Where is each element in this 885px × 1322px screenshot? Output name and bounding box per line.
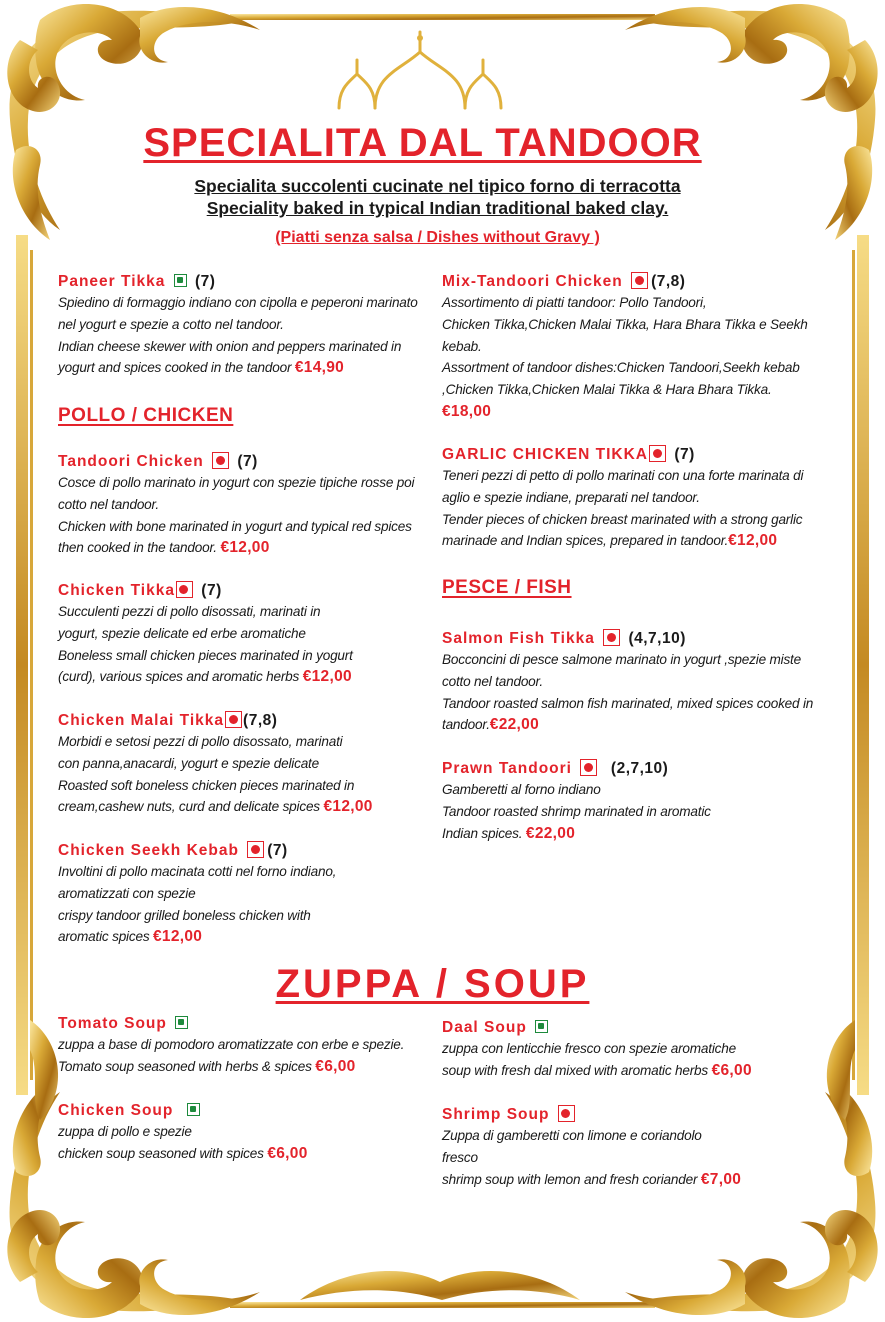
non-veg-icon (631, 272, 648, 289)
non-veg-icon (225, 711, 242, 728)
price: €6,00 (315, 1057, 356, 1075)
price: €7,00 (700, 1170, 742, 1188)
gravy-note: (Piatti senza salsa / Dishes without Gravy ) (275, 229, 600, 246)
description-line: fresco (442, 1149, 478, 1165)
description-line: Assortment of tandoor dishes:Chicken Tandoori,Seekh kebab (442, 360, 800, 376)
dish-name: Tomato Soup (58, 1015, 167, 1032)
price: €6,00 (711, 1061, 752, 1079)
dish-name: Shrimp Soup (442, 1106, 550, 1123)
menu-item-garlic-chicken-tikka (442, 444, 842, 552)
description-line: yogurt, spezie delicate ed erbe aromatiche (58, 625, 306, 641)
price: €12,00 (153, 928, 203, 946)
description-line: cream,cashew nuts, curd and delicate spices (58, 799, 320, 815)
subtitle-english: Speciality baked in typical Indian traditional baked clay. (206, 198, 669, 218)
description-line: Roasted soft boneless chicken pieces marinated in (58, 777, 355, 793)
price: €12,00 (220, 539, 270, 557)
menu-item-shrimp-soup (442, 1104, 842, 1190)
allergen-codes: (7) (674, 446, 695, 463)
description-line: Tandoor roasted shrimp marinated in aromatic (442, 803, 711, 819)
menu-item-tandoori-chicken (58, 451, 458, 559)
allergen-codes: (7) (237, 453, 258, 470)
dish-name: Prawn Tandoori (442, 760, 572, 777)
soup-title: ZUPPA / SOUP (275, 962, 590, 1006)
description-line: Gamberetti al forno indiano (442, 782, 601, 797)
description-line: Teneri pezzi di petto di pollo marinati con una forte marinata di (442, 468, 804, 483)
allergen-codes: (7) (201, 582, 222, 599)
non-veg-icon (580, 759, 597, 776)
dish-name: Tandoori Chicken (58, 453, 204, 470)
description-line: Succulenti pezzi di pollo disossati, marinati in (58, 604, 321, 619)
description-line: Tandoor roasted salmon fish marinated, mixed spices cooked in (442, 695, 814, 711)
description-line: soup with fresh dal mixed with aromatic herbs (442, 1062, 709, 1078)
non-veg-icon (649, 445, 666, 462)
dish-name: Paneer Tikka (58, 273, 166, 290)
menu-item-daal-soup (442, 1017, 842, 1082)
dish-name: Salmon Fish Tikka (442, 630, 595, 647)
price: €22,00 (489, 716, 539, 734)
menu-item-salmon-fish-tikka (442, 628, 842, 736)
menu-item-chicken-tikka (58, 580, 458, 688)
description-line: Chicken Tikka,Chicken Malai Tikka, Hara Bhara Tikka e Seekh (442, 316, 808, 332)
price: €6,00 (267, 1144, 308, 1162)
description-line: Tender pieces of chicken breast marinated with a strong garlic (442, 511, 803, 527)
allergen-codes: (4,7,10) (628, 630, 686, 647)
description-line: chicken soup seasoned with spices (58, 1145, 264, 1161)
description-line: cotto nel tandoor. (442, 673, 543, 689)
non-veg-icon (558, 1105, 575, 1122)
price: €18,00 (442, 402, 492, 420)
menu-item-chicken-soup (58, 1100, 458, 1165)
dish-name: Daal Soup (442, 1019, 527, 1036)
menu-item-paneer-tikka (58, 271, 458, 379)
description-line: yogurt and spices cooked in the tandoor (58, 360, 292, 376)
description-line: crispy tandoor grilled boneless chicken with (58, 907, 311, 923)
veg-icon (174, 274, 187, 287)
price: €14,90 (294, 359, 345, 377)
price: €12,00 (323, 798, 373, 816)
section-heading-fish: PESCE / FISH (442, 577, 572, 598)
menu-item-prawn-tandoori (442, 758, 842, 844)
description-line: Tomato soup seasoned with herbs & spices (58, 1058, 312, 1074)
description-line: cotto nel tandoor. (58, 496, 159, 512)
allergen-codes: (7,8) (651, 273, 686, 290)
description-line: kebab. (442, 338, 482, 354)
section-heading-chicken: POLLO / CHICKEN (58, 405, 234, 426)
description-line: zuppa con lenticchie fresco con spezie aromatiche (442, 1041, 736, 1056)
description-line: Cosce di pollo marinato in yogurt con spezie tipiche rosse poi (58, 475, 415, 490)
description-line: marinade and Indian spices, prepared in tandoor. (442, 533, 729, 549)
description-line: ,Chicken Tikka,Chicken Malai Tikka & Hara Bhara Tikka. (442, 382, 772, 398)
description-line: (curd), various spices and aromatic herbs (58, 669, 300, 685)
dish-name: Chicken Soup (58, 1102, 174, 1119)
subtitle-italian: Specialita succolenti cucinate nel tipico forno di terracotta (194, 176, 681, 196)
description-line: Chicken with bone marinated in yogurt and typical red spices (58, 518, 412, 534)
description-line: Involtini di pollo macinata cotti nel forno indiano, (58, 864, 337, 879)
price: €22,00 (525, 824, 576, 842)
dish-name: Chicken Tikka (58, 582, 175, 599)
description-line: nel yogurt e spezie a cotto nel tandoor. (58, 316, 284, 332)
menu-item-tomato-soup (58, 1013, 458, 1078)
non-veg-icon (176, 581, 193, 598)
dome-ornament (335, 30, 505, 110)
description-line: tandoor. (442, 717, 490, 733)
page-title: SPECIALITA DAL TANDOOR (143, 121, 702, 165)
description-line: zuppa a base di pomodoro aromatizzate con erbe e spezie. (58, 1037, 405, 1052)
menu-item-chicken-seekh-kebab (58, 840, 458, 948)
menu-item-chicken-malai-tikka (58, 710, 458, 818)
description-line: zuppa di pollo e spezie (58, 1124, 192, 1139)
price: €12,00 (302, 668, 352, 686)
description-line: then cooked in the tandoor. (58, 540, 217, 556)
description-line: Zuppa di gamberetti con limone e coriandolo (442, 1128, 702, 1143)
non-veg-icon (212, 452, 229, 469)
veg-icon (187, 1103, 200, 1116)
veg-icon (175, 1016, 188, 1029)
description-line: shrimp soup with lemon and fresh coriander (442, 1171, 698, 1187)
description-line: Indian spices. (442, 825, 523, 841)
allergen-codes: (7) (267, 842, 288, 859)
allergen-codes: (7,8) (243, 712, 278, 729)
non-veg-icon (247, 841, 264, 858)
description-line: Boneless small chicken pieces marinated in yogurt (58, 647, 353, 663)
description-line: Bocconcini di pesce salmone marinato in yogurt ,spezie miste (442, 652, 801, 667)
allergen-codes: (7) (195, 273, 216, 290)
description-line: Spiedino di formaggio indiano con cipolla e peperoni marinato (58, 295, 418, 310)
allergen-codes: (2,7,10) (610, 760, 669, 777)
description-line: aglio e spezie indiane, preparati nel tandoor. (442, 489, 700, 505)
menu-item-mix-tandoori-chicken (442, 271, 842, 423)
dish-name: Chicken Seekh Kebab (58, 842, 239, 859)
description-line: Assortimento di piatti tandoor: Pollo Tandoori, (442, 295, 707, 310)
description-line: Indian cheese skewer with onion and peppers marinated in (58, 338, 402, 354)
price: €12,00 (728, 532, 778, 550)
description-line: Morbidi e setosi pezzi di pollo disossato, marinati (58, 734, 343, 749)
non-veg-icon (603, 629, 620, 646)
dish-name: Mix-Tandoori Chicken (442, 273, 623, 290)
dish-name: GARLIC CHICKEN TIKKA (442, 446, 648, 463)
veg-icon (535, 1020, 548, 1033)
dish-name: Chicken Malai Tikka (58, 712, 225, 729)
description-line: con panna,anacardi, yogurt e spezie delicate (58, 755, 319, 771)
description-line: aromatizzati con spezie (58, 885, 196, 901)
description-line: aromatic spices (58, 929, 150, 945)
